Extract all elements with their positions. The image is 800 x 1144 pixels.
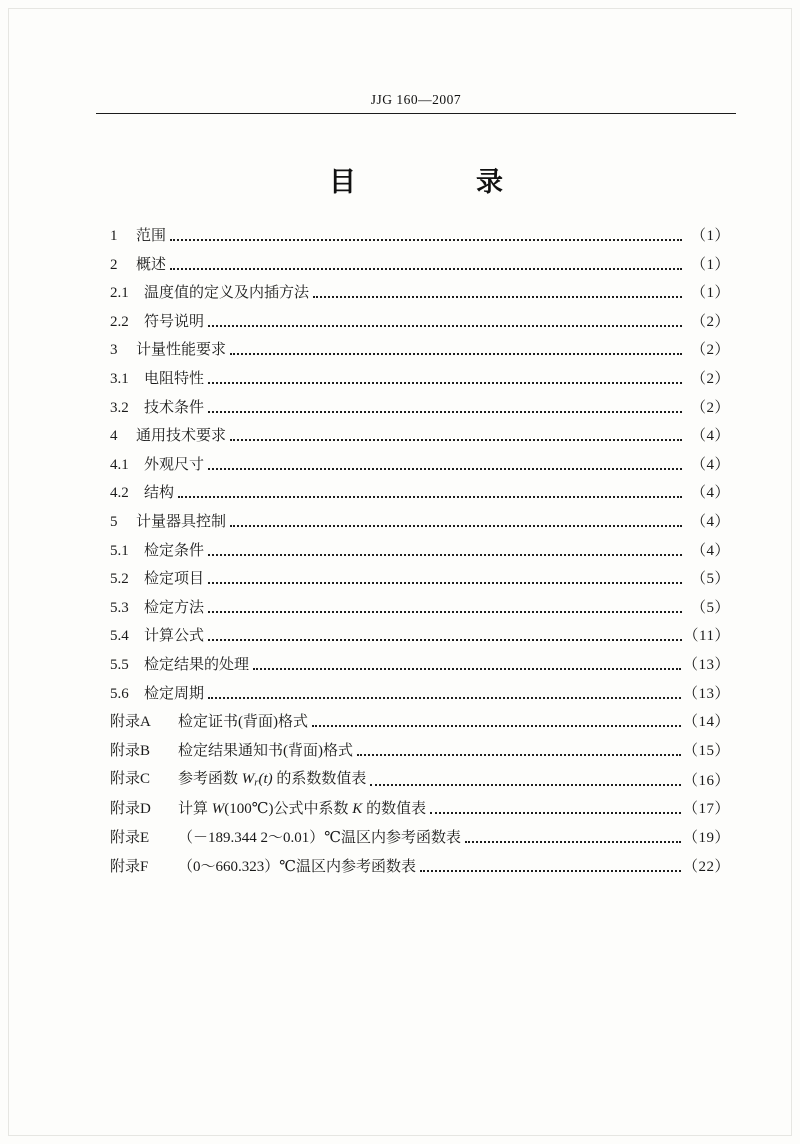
- toc-leader-dots: [313, 290, 682, 298]
- toc-leader-dots: [230, 347, 682, 355]
- toc-entry[interactable]: [110, 629, 730, 644]
- toc-entry[interactable]: [110, 831, 730, 846]
- toc-entry-page: （13）: [682, 656, 730, 673]
- toc-leader-dots: [208, 376, 682, 384]
- toc-entry-number: 附录F: [110, 858, 149, 875]
- toc-leader-dots: [312, 719, 681, 727]
- toc-entry[interactable]: [110, 601, 730, 616]
- toc-entry[interactable]: [110, 401, 730, 416]
- toc-entry-number: 2.1: [110, 285, 129, 302]
- toc-entry[interactable]: [110, 544, 730, 559]
- toc-leader-dots: [370, 778, 681, 786]
- toc-entry-page: （11）: [683, 628, 730, 645]
- toc-entry[interactable]: [110, 772, 730, 788]
- toc-entry-page: （15）: [682, 742, 730, 759]
- toc-entry[interactable]: [110, 429, 730, 444]
- toc-leader-dots: [208, 548, 682, 556]
- toc-entry-page: （1）: [690, 256, 730, 273]
- toc-entry-page: （2）: [690, 399, 730, 416]
- toc-entry-page: （5）: [690, 571, 730, 588]
- toc-entry-text: 范围: [136, 228, 167, 244]
- toc-entry[interactable]: [110, 687, 730, 702]
- toc-entry[interactable]: [110, 229, 730, 244]
- toc-entry[interactable]: [110, 343, 730, 358]
- toc-entry-page: （19）: [682, 829, 730, 846]
- toc-entry-page: （4）: [690, 456, 730, 473]
- toc-entry-page: （2）: [690, 342, 730, 359]
- toc-entry-number: 附录E: [110, 829, 150, 846]
- toc-entry-page: （14）: [682, 714, 730, 731]
- toc-entry[interactable]: [110, 715, 730, 730]
- toc-entry-number: 3: [110, 342, 118, 359]
- toc-entry[interactable]: [110, 658, 730, 673]
- toc-entry-label: [110, 744, 353, 759]
- toc-leader-dots: [208, 633, 682, 641]
- toc-entry-text: 检定方法: [144, 599, 205, 616]
- toc-entry-number: 附录A: [110, 714, 151, 731]
- toc-entry-page: （2）: [690, 370, 730, 387]
- toc-entry-label: [110, 286, 309, 301]
- toc-entry-label: [110, 629, 204, 644]
- toc-leader-dots: [465, 835, 681, 843]
- toc-entry[interactable]: [110, 486, 730, 501]
- toc-entry-number: 5.4: [110, 628, 129, 645]
- toc-entry-label: [110, 572, 204, 587]
- toc-entry-page: （4）: [690, 542, 730, 559]
- toc-entry-text: 检定结果的处理: [144, 656, 250, 673]
- toc-entry-text: 参考函数 $W_r(t)$ 的系数数值表: [178, 771, 367, 789]
- toc-leader-dots: [208, 319, 682, 327]
- toc-entry[interactable]: [110, 860, 730, 875]
- toc-entry-label: [110, 658, 249, 673]
- toc-entry-page: （16）: [682, 772, 730, 789]
- toc-entry-text: 外观尺寸: [144, 456, 205, 473]
- toc-leader-dots: [208, 405, 682, 413]
- toc-entry[interactable]: [110, 372, 730, 387]
- toc-entry-number: 5.5: [110, 656, 129, 673]
- toc-entry-page: （4）: [690, 513, 730, 530]
- toc-leader-dots: [230, 433, 682, 441]
- toc-entry-text: （－189.344 2～0.01）℃温区内参考函数表: [178, 829, 462, 846]
- toc-entry[interactable]: [110, 515, 730, 530]
- toc-entry-number: 1: [110, 228, 118, 244]
- toc-leader-dots: [170, 233, 682, 241]
- toc-entry-text: （0～660.323）℃温区内参考函数表: [178, 858, 417, 875]
- toc-entry[interactable]: [110, 802, 730, 817]
- toc-entry-number: 5.2: [110, 571, 129, 588]
- toc-entry-page: （1）: [690, 285, 730, 302]
- toc-entry-number: 4: [110, 428, 118, 445]
- toc-leader-dots: [208, 576, 682, 584]
- toc-leader-dots: [430, 806, 681, 814]
- toc-entry-text: 检定周期: [144, 685, 205, 702]
- toc-entry-label: [110, 715, 308, 730]
- toc-entry[interactable]: [110, 258, 730, 273]
- table-of-contents: [96, 229, 736, 875]
- toc-leader-dots: [253, 662, 681, 670]
- toc-entry-label: [110, 831, 461, 846]
- toc-entry-label: [110, 772, 366, 788]
- toc-entry-text: 计算公式: [144, 628, 205, 645]
- header-rule: [96, 113, 736, 114]
- toc-entry-page: （1）: [690, 228, 730, 244]
- toc-leader-dots: [208, 691, 681, 699]
- toc-entry-label: [110, 315, 204, 330]
- toc-entry-number: 5.3: [110, 599, 129, 616]
- toc-entry-text: 技术条件: [144, 399, 205, 416]
- toc-entry-text: 检定证书(背面)格式: [178, 714, 308, 731]
- toc-entry-label: [110, 515, 226, 530]
- toc-entry[interactable]: [110, 286, 730, 301]
- toc-entry-number: 4.1: [110, 456, 129, 473]
- toc-entry-number: 4.2: [110, 485, 129, 502]
- toc-entry-label: [110, 401, 204, 416]
- toc-entry-label: [110, 229, 166, 244]
- toc-entry-label: [110, 802, 426, 817]
- toc-entry-number: 5.6: [110, 685, 129, 702]
- toc-entry-label: [110, 860, 416, 875]
- toc-entry[interactable]: [110, 572, 730, 587]
- page-content: [96, 92, 736, 888]
- toc-entry-text: 检定项目: [144, 571, 205, 588]
- toc-entry-number: 附录D: [110, 801, 151, 818]
- toc-entry[interactable]: [110, 744, 730, 759]
- page-title: 目 录: [329, 167, 525, 197]
- toc-entry-number: 3.1: [110, 370, 129, 387]
- toc-entry-text: 通用技术要求: [136, 428, 227, 445]
- toc-entry-number: 3.2: [110, 399, 129, 416]
- toc-entry-label: [110, 258, 166, 273]
- toc-leader-dots: [230, 519, 682, 527]
- toc-leader-dots: [208, 462, 682, 470]
- running-header: JJG 160—2007: [370, 92, 462, 107]
- toc-entry-label: [110, 429, 226, 444]
- toc-entry-number: 5: [110, 513, 118, 530]
- toc-entry-text: 检定结果通知书(背面)格式: [178, 742, 353, 759]
- toc-entry-label: [110, 343, 226, 358]
- toc-entry-text: 检定条件: [144, 542, 205, 559]
- toc-entry-text: 概述: [136, 256, 167, 273]
- toc-entry-label: [110, 601, 204, 616]
- toc-entry-number: 附录C: [110, 771, 151, 788]
- toc-entry-page: （5）: [690, 599, 730, 616]
- toc-entry-number: 5.1: [110, 542, 129, 559]
- toc-entry-text: 计量器具控制: [136, 513, 227, 530]
- toc-entry-page: （2）: [690, 313, 730, 330]
- toc-entry-label: [110, 372, 204, 387]
- toc-leader-dots: [357, 748, 681, 756]
- toc-entry-text: 电阻特性: [144, 370, 205, 387]
- toc-entry-text: 计算 W(100℃)公式中系数 K 的数值表: [178, 801, 427, 818]
- toc-entry-page: （17）: [682, 801, 730, 818]
- toc-entry-page: （4）: [690, 428, 730, 445]
- toc-entry-page: （13）: [682, 685, 730, 702]
- toc-entry-page: （22）: [682, 858, 730, 875]
- toc-entry-label: [110, 687, 204, 702]
- toc-entry[interactable]: [110, 315, 730, 330]
- toc-entry-label: [110, 544, 204, 559]
- toc-entry-text: 结构: [144, 485, 175, 502]
- toc-entry-label: [110, 458, 204, 473]
- toc-entry[interactable]: [110, 458, 730, 473]
- toc-entry-number: 附录B: [110, 742, 151, 759]
- toc-entry-number: 2.2: [110, 313, 129, 330]
- toc-leader-dots: [178, 490, 682, 498]
- toc-entry-text: 符号说明: [144, 313, 205, 330]
- toc-entry-text: 温度值的定义及内插方法: [144, 285, 310, 302]
- toc-leader-dots: [420, 864, 681, 872]
- toc-leader-dots: [170, 262, 682, 270]
- toc-entry-page: （4）: [690, 485, 730, 502]
- toc-entry-label: [110, 486, 174, 501]
- toc-entry-number: 2: [110, 256, 118, 273]
- toc-leader-dots: [208, 605, 682, 613]
- toc-entry-text: 计量性能要求: [136, 342, 227, 359]
